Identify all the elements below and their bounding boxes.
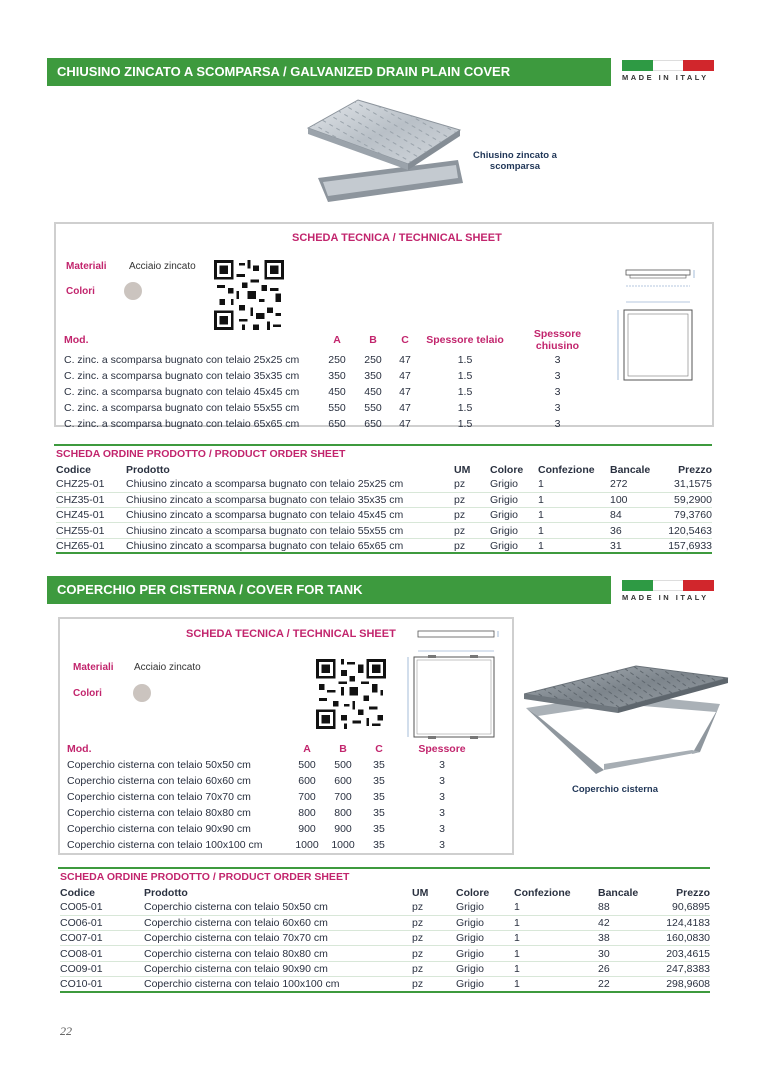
order-cell: pz [454, 508, 490, 523]
order-cell: 100 [610, 492, 658, 507]
technical-drawing [404, 625, 508, 745]
order-row [60, 946, 710, 961]
spec-cell: 450 [364, 386, 382, 398]
colors-label: Colori [73, 688, 102, 699]
order-header-row [60, 885, 710, 900]
color-swatch-grey [133, 684, 151, 702]
qr-code [214, 260, 284, 330]
order-cell: 247,8383 [652, 961, 710, 976]
spec-cell: 35 [373, 759, 385, 771]
qr-code [316, 659, 386, 729]
order-cell: Coperchio cisterna con telaio 90x90 cm [144, 961, 412, 976]
materials-value: Acciaio zincato [129, 261, 196, 272]
order-cell: 1 [538, 508, 610, 523]
order-cell: 160,0830 [652, 931, 710, 946]
order-cell: pz [412, 900, 456, 915]
order-cell: CO06-01 [60, 915, 144, 930]
section-title: CHIUSINO ZINCATO A SCOMPARSA / GALVANIZED DRAIN PLAIN COVER [47, 58, 611, 86]
spec-cell: 900 [334, 823, 352, 835]
order-cell: 31,1575 [658, 477, 712, 492]
spec-cell: 700 [334, 791, 352, 803]
spec-cell: Coperchio cisterna con telaio 50x50 cm [67, 759, 251, 771]
order-cell: Grigio [490, 523, 538, 538]
order-cell: pz [412, 961, 456, 976]
order-cell: 1 [514, 946, 598, 961]
order-cell: pz [412, 931, 456, 946]
order-cell: Chiusino zincato a scomparsa bugnato con telaio 45x45 cm [126, 508, 454, 523]
spec-header-row [64, 328, 604, 352]
section-title: COPERCHIO PER CISTERNA / COVER FOR TANK [47, 576, 611, 604]
spec-cell: 35 [373, 791, 385, 803]
spec-cell: 3 [439, 807, 445, 819]
spec-cell: 350 [328, 370, 346, 382]
order-cell: 1 [514, 931, 598, 946]
materials-label: Materiali [73, 662, 114, 673]
spec-cell: 1.5 [457, 386, 473, 398]
order-cell: 1 [538, 492, 610, 507]
product-caption: Coperchio cisterna [571, 784, 659, 795]
order-cell: 38 [598, 931, 652, 946]
order-header-row [56, 462, 712, 477]
order-cell: pz [412, 946, 456, 961]
col-header: Confezione [514, 886, 571, 899]
spec-row [67, 773, 487, 789]
made-in-italy-flag [622, 580, 714, 602]
spec-row [67, 757, 487, 773]
order-divider [58, 867, 710, 869]
col-header: Spessore telaio [426, 334, 504, 346]
order-cell: Coperchio cisterna con telaio 80x80 cm [144, 946, 412, 961]
col-header: Codice [56, 463, 92, 476]
col-header: Mod. [67, 743, 92, 755]
order-cell: 1 [514, 900, 598, 915]
spec-cell: 47 [399, 418, 411, 430]
spec-cell: Coperchio cisterna con telaio 60x60 cm [67, 775, 251, 787]
order-cell: 26 [598, 961, 652, 976]
spec-cell: Coperchio cisterna con telaio 70x70 cm [67, 791, 251, 803]
order-cell: Grigio [456, 976, 514, 991]
order-cell: 1 [514, 915, 598, 930]
spec-row [64, 352, 604, 368]
col-header: B [339, 743, 347, 755]
order-row [60, 931, 710, 946]
spec-cell: 650 [328, 418, 346, 430]
spec-cell: C. zinc. a scomparsa bugnato con telaio 35x35 cm [64, 370, 300, 382]
col-header: Prodotto [126, 463, 170, 476]
order-cell: 298,9608 [652, 976, 710, 991]
col-header: Prezzo [678, 463, 712, 476]
spec-cell: 800 [298, 807, 316, 819]
order-cell: 1 [538, 523, 610, 538]
order-cell: pz [412, 915, 456, 930]
spec-cell: 650 [364, 418, 382, 430]
order-cell: 203,4615 [652, 946, 710, 961]
order-cell: CHZ25-01 [56, 477, 126, 492]
spec-cell: 550 [364, 402, 382, 414]
spec-cell: 900 [298, 823, 316, 835]
spec-cell: 3 [554, 386, 561, 398]
materials-label: Materiali [66, 261, 107, 272]
spec-cell: 600 [334, 775, 352, 787]
spec-cell: 47 [399, 402, 411, 414]
order-cell: 88 [598, 900, 652, 915]
spec-cell: 3 [554, 370, 561, 382]
order-cell: CHZ35-01 [56, 492, 126, 507]
order-cell: Chiusino zincato a scomparsa bugnato con telaio 65x65 cm [126, 538, 454, 553]
color-swatch-grey [124, 282, 142, 300]
spec-row [64, 384, 604, 400]
spec-cell: 550 [328, 402, 346, 414]
order-cell: 120,5463 [658, 523, 712, 538]
order-cell: CO05-01 [60, 900, 144, 915]
colors-label: Colori [66, 286, 95, 297]
col-header: A [303, 743, 311, 755]
spec-cell: 3 [554, 418, 561, 430]
order-row [56, 492, 712, 507]
spec-cell: 47 [399, 370, 411, 382]
order-table [60, 885, 710, 993]
order-row [56, 508, 712, 523]
col-header: A [333, 334, 341, 346]
spec-cell: 3 [439, 823, 445, 835]
spec-cell: 250 [364, 354, 382, 366]
spec-cell: 1.5 [457, 354, 473, 366]
col-header: Prodotto [144, 886, 188, 899]
order-cell: 59,2900 [658, 492, 712, 507]
order-cell: Chiusino zincato a scomparsa bugnato con telaio 55x55 cm [126, 523, 454, 538]
order-cell: 1 [514, 961, 598, 976]
spec-cell: 800 [334, 807, 352, 819]
spec-cell: 35 [373, 807, 385, 819]
col-header: Spessore [418, 743, 466, 755]
order-cell: Grigio [490, 538, 538, 553]
spec-cell: 350 [364, 370, 382, 382]
col-header: UM [412, 886, 429, 899]
spec-row [64, 400, 604, 416]
spec-cell: 450 [328, 386, 346, 398]
order-cell: Coperchio cisterna con telaio 100x100 cm [144, 976, 412, 991]
product-caption: Chiusino zincato a scomparsa [473, 150, 557, 172]
order-table [56, 462, 712, 554]
col-header: Codice [60, 886, 96, 899]
technical-spec-table [64, 328, 604, 432]
spec-cell: 35 [373, 839, 385, 851]
order-sheet-title: SCHEDA ORDINE PRODOTTO / PRODUCT ORDER SHEET [60, 871, 350, 883]
technical-sheet-box [54, 222, 714, 430]
technical-sheet-title: SCHEDA TECNICA / TECHNICAL SHEET [186, 628, 396, 640]
spec-cell: 1000 [295, 839, 319, 851]
spec-cell: Coperchio cisterna con telaio 90x90 cm [67, 823, 251, 835]
col-header: UM [454, 463, 471, 476]
order-cell: Chiusino zincato a scomparsa bugnato con telaio 25x25 cm [126, 477, 454, 492]
spec-cell: Coperchio cisterna con telaio 80x80 cm [67, 807, 251, 819]
spec-cell: 700 [298, 791, 316, 803]
spec-cell: C. zinc. a scomparsa bugnato con telaio 45x45 cm [64, 386, 300, 398]
drain-cover-image [288, 98, 468, 208]
spec-cell: C. zinc. a scomparsa bugnato con telaio 65x65 cm [64, 418, 300, 430]
spec-row [64, 368, 604, 384]
made-in-italy-flag [622, 60, 714, 82]
order-cell: pz [454, 477, 490, 492]
order-cell: 79,3760 [658, 508, 712, 523]
col-header: C [401, 334, 409, 346]
spec-row [67, 805, 487, 821]
order-cell: CHZ55-01 [56, 523, 126, 538]
spec-cell: 600 [298, 775, 316, 787]
order-row [56, 477, 712, 492]
col-header: Bancale [598, 886, 639, 899]
order-cell: CHZ45-01 [56, 508, 126, 523]
spec-cell: Coperchio cisterna con telaio 100x100 cm [67, 839, 263, 851]
order-cell: Grigio [490, 508, 538, 523]
order-cell: 30 [598, 946, 652, 961]
order-cell: 1 [538, 477, 610, 492]
page-number: 22 [60, 1024, 72, 1038]
spec-cell: 47 [399, 354, 411, 366]
technical-sheet-title: SCHEDA TECNICA / TECHNICAL SHEET [292, 232, 502, 244]
spec-header-row [67, 741, 487, 757]
spec-cell: 500 [334, 759, 352, 771]
spec-cell: 500 [298, 759, 316, 771]
order-cell: Grigio [490, 492, 538, 507]
order-cell: Grigio [490, 477, 538, 492]
order-sheet-title: SCHEDA ORDINE PRODOTTO / PRODUCT ORDER SHEET [56, 448, 346, 460]
order-cell: CO10-01 [60, 976, 144, 991]
order-cell: 272 [610, 477, 658, 492]
spec-cell: C. zinc. a scomparsa bugnato con telaio 55x55 cm [64, 402, 300, 414]
order-cell: 90,6895 [652, 900, 710, 915]
spec-cell: 1.5 [457, 418, 473, 430]
order-cell: 124,4183 [652, 915, 710, 930]
order-cell: Coperchio cisterna con telaio 60x60 cm [144, 915, 412, 930]
order-cell: Grigio [456, 931, 514, 946]
made-in-italy-label: MADE IN ITALY [622, 593, 709, 602]
order-divider [54, 444, 712, 446]
order-cell: 31 [610, 538, 658, 553]
order-cell: Coperchio cisterna con telaio 70x70 cm [144, 931, 412, 946]
order-cell: CO09-01 [60, 961, 144, 976]
order-cell: pz [454, 492, 490, 507]
order-cell: 84 [610, 508, 658, 523]
col-header: B [369, 334, 377, 346]
spec-cell: 47 [399, 386, 411, 398]
order-cell: 1 [514, 976, 598, 991]
spec-cell: 250 [328, 354, 346, 366]
order-cell: pz [454, 538, 490, 553]
order-cell: Coperchio cisterna con telaio 50x50 cm [144, 900, 412, 915]
tank-cover-image [524, 664, 730, 774]
spec-cell: 3 [439, 839, 445, 851]
col-header: Colore [456, 886, 490, 899]
spec-row [67, 789, 487, 805]
col-header: Bancale [610, 463, 651, 476]
spec-cell: 35 [373, 823, 385, 835]
spec-cell: 1.5 [457, 402, 473, 414]
spec-cell: C. zinc. a scomparsa bugnato con telaio 25x25 cm [64, 354, 300, 366]
order-cell: 42 [598, 915, 652, 930]
order-row [56, 538, 712, 553]
order-row [60, 976, 710, 991]
order-cell: Grigio [456, 915, 514, 930]
order-cell: pz [454, 523, 490, 538]
col-header: Spessore chiusino [533, 328, 582, 352]
order-cell: Grigio [456, 946, 514, 961]
technical-spec-table [67, 741, 487, 853]
order-row [56, 523, 712, 538]
spec-cell: 35 [373, 775, 385, 787]
order-cell: 157,6933 [658, 538, 712, 553]
order-cell: CO07-01 [60, 931, 144, 946]
order-cell: Chiusino zincato a scomparsa bugnato con telaio 35x35 cm [126, 492, 454, 507]
order-row [60, 915, 710, 930]
spec-row [67, 837, 487, 853]
technical-drawing [596, 264, 706, 389]
order-cell: 36 [610, 523, 658, 538]
spec-cell: 1000 [331, 839, 355, 851]
spec-cell: 1.5 [457, 370, 473, 382]
order-cell: Grigio [456, 961, 514, 976]
spec-cell: 3 [439, 775, 445, 787]
order-row [60, 900, 710, 915]
order-cell: pz [412, 976, 456, 991]
spec-row [67, 821, 487, 837]
spec-cell: 3 [554, 354, 561, 366]
order-cell: 1 [538, 538, 610, 553]
col-header: Prezzo [676, 886, 710, 899]
col-header: Mod. [64, 334, 89, 346]
col-header: Confezione [538, 463, 595, 476]
col-header: Colore [490, 463, 524, 476]
materials-value: Acciaio zincato [134, 662, 201, 673]
spec-cell: 3 [439, 791, 445, 803]
technical-sheet-box [58, 617, 514, 855]
spec-cell: 3 [439, 759, 445, 771]
order-cell: CO08-01 [60, 946, 144, 961]
spec-row [64, 416, 604, 432]
spec-cell: 3 [554, 402, 561, 414]
order-cell: CHZ65-01 [56, 538, 126, 553]
made-in-italy-label: MADE IN ITALY [622, 73, 709, 82]
col-header: C [375, 743, 383, 755]
order-cell: 22 [598, 976, 652, 991]
order-row [60, 961, 710, 976]
order-cell: Grigio [456, 900, 514, 915]
